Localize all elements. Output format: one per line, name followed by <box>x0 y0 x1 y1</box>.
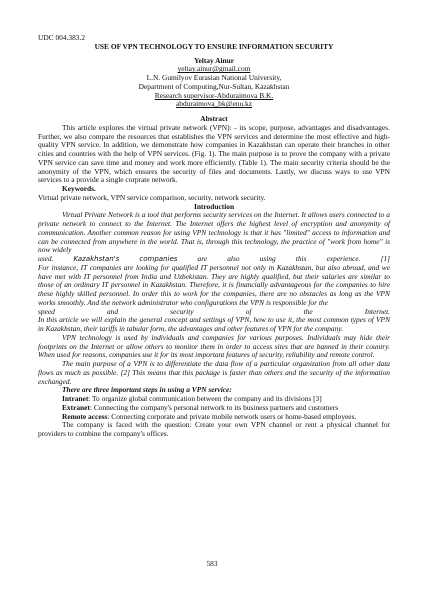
abstract-heading: Abstract <box>200 114 228 123</box>
supervisor: Research supervisor-Abduraimova B.K. <box>154 90 274 100</box>
steps-closing-paragraph: The company is faced with the question: Create your own VPN channel or rent a physical channel for providers to combine the company's offices. <box>38 420 390 438</box>
intro-paragraph-1-continued: For instance, IT companies are looking for qualified IT personnel not only in Kazakhstan, but also abroad, and we have met with IT personnel from India and Uzbekistan. They are highly qualified, but their salaries are similar to those of an ordinary IT personnel in Kazakhstan. Therefore, it is financially advantageous for the companies to hire these highly skilled personnel. In order this to work for the companies, there are no obstacles as long as the VPN works smoothly. And the network administrator who configurations the VPN is responsible for the <box>38 262 390 307</box>
intro-paragraph-2: VPN technology is used by individuals and companies for various purposes. Individuals may hide their footprints on the Internet or allow others to monitor them in order to access sites that are banned in their country. When used for reasons, companies use it for its most important features of security, reliability and remote control. <box>38 332 390 360</box>
udc-code: UDC 004.383.2 <box>38 33 86 42</box>
step-text: : Connecting the company's personal network to its business partners and customers <box>89 402 339 412</box>
supervisor-email-link[interactable]: abduraimova_bk@enu.kz <box>176 99 252 109</box>
step-text: : To organize global communication between the company and its divisions [3] <box>88 394 322 403</box>
paper-page <box>38 26 390 439</box>
introduction-heading: Introduction <box>193 201 235 211</box>
line-word: this <box>295 254 307 263</box>
line-word: of <box>245 306 252 316</box>
line-word: companies <box>139 255 178 263</box>
author-email-link[interactable]: yeltay.ainur@gmail.com <box>177 64 251 74</box>
line-word: Kazakhstan's <box>73 255 120 263</box>
line-word: used. <box>38 254 54 263</box>
line-word: using <box>259 254 276 263</box>
author-name: Yeltay Ainur <box>193 55 235 65</box>
step-term: Extranet <box>62 402 90 412</box>
paper-title: USE OF VPN TECHNOLOGY TO ENSURE INFORMATION SECURITY <box>94 41 334 51</box>
step-term: Intranet <box>62 394 89 403</box>
university: L.N. Gumilyov Eurasian National University, <box>146 73 282 82</box>
intro-paragraph-1: Virtual Private Network is a tool that performs security services on the Internet. It allows users connected to a private network to connect to the Internet. The Internet offers the highest level of encryption and anonymity of communication. Another common reason for using VPN technology is that it has "limited" access to information and can be connected from anywhere in the world. That is, through this technology, the practice of "work from home" is now widely <box>38 210 390 255</box>
line-word: security <box>170 306 194 316</box>
abstract-text: This article explores the virtual private network (VPN): - its scope, purpose, advantages and disadvantages. Further, we also compare the resources that establishes the VPN services and determine the most effective and high-quality VPN service. In addition, we demonstrate how companies in Kazakhstan can operate their branches in other cities and countries with the help of VPN services. (Fig. 1). The main purpose is to prove the company with a private VPN service can save time and money and work more efficiently. (Table 1). The main security criteria should be the anonymity of the VPN, which ensures the security of files and documents. Lastly, we discuss ways to use VPN services to a provide a single corprate network. <box>38 122 390 185</box>
steps-heading: There are three important steps in using a VPN service: <box>62 385 232 395</box>
line-word: are <box>197 254 208 263</box>
keywords-text: Virtual private network, VPN service comparison, security, network security. <box>38 192 266 202</box>
step-text: : Connecting corporate and private mobile network users or home-based employees. <box>107 411 357 421</box>
intro-paragraph-1-end: In this article we will explain the general concept and settings of VPN, how to use it, the most common types of VPN in Kazakhstan, their tariffs in tabular form, the advantages and other features of VPN for the company. <box>38 315 390 333</box>
department: Department of Computing,Nur-Sultan, Kazakhstan <box>138 81 290 91</box>
page-number: 583 <box>206 559 218 568</box>
keywords-heading: Keywords. <box>62 184 96 193</box>
line-word: also <box>227 254 240 263</box>
line-word: experience. <box>326 254 361 263</box>
line-word: [1] <box>380 254 391 263</box>
line-word: and <box>106 306 119 316</box>
line-word: Internet. <box>364 306 390 316</box>
line-word: the <box>303 306 313 316</box>
line-word: speed <box>38 306 55 316</box>
step-term: Remote access <box>62 411 108 421</box>
intro-paragraph-3: The main purpose of a VPN is to differentiate the data flow of a particular organization from all other data flows as much as possible. [2] This means that this package is faster than others and the security of the information exchanged. <box>38 359 390 386</box>
